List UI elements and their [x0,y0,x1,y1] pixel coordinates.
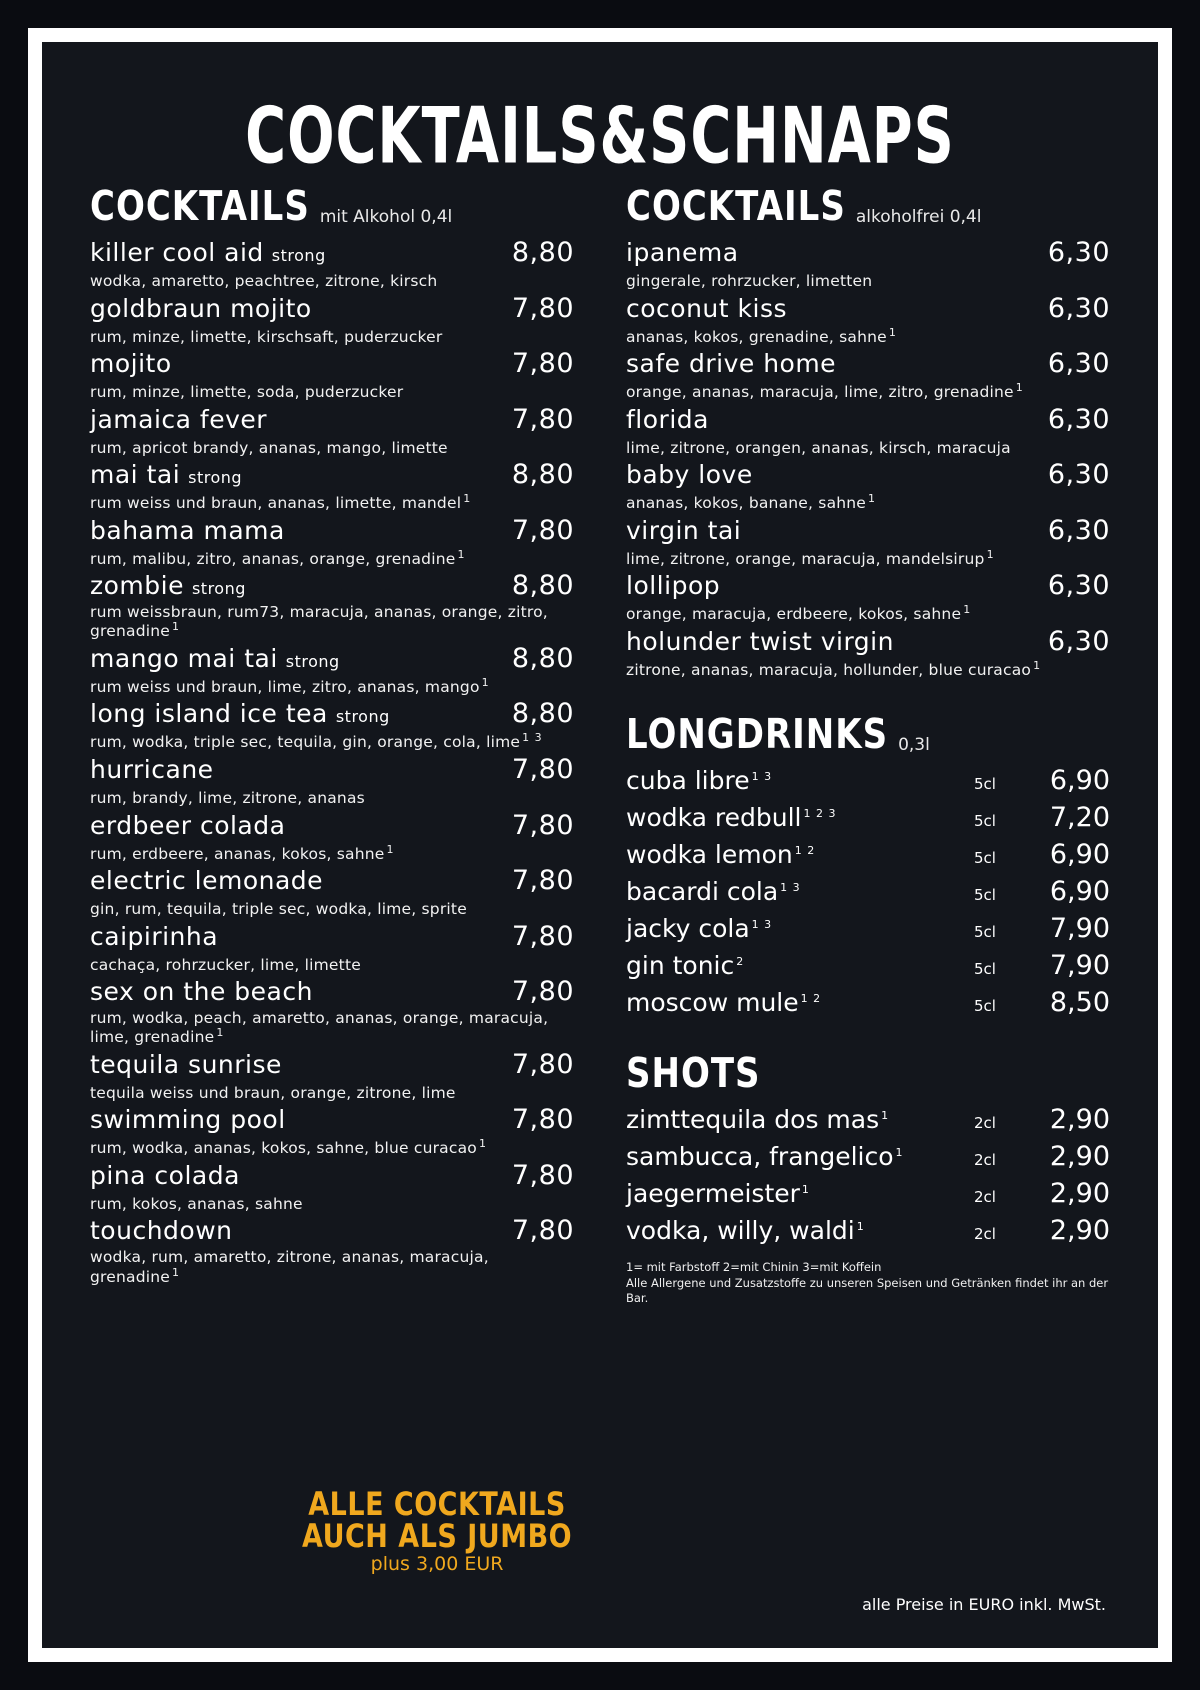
item-price: 7,80 [511,514,574,546]
longdrink-row [626,839,1110,870]
item-tag: strong [188,468,243,488]
item-price: 7,80 [511,865,574,897]
item-name: goldbraun mojito [90,293,312,323]
item-name: mango mai tai [90,643,278,673]
menu-item [90,348,574,402]
allergen-sup: 1 [172,620,181,634]
shot-row [626,1141,1110,1172]
allergen-sup: 1 [463,492,472,506]
item-name: moscow mule $^{1 2}$ [626,988,822,1018]
menu-item [90,459,574,513]
item-price: 8,80 [511,642,574,674]
item-ingredients: wodka, rum, amaretto, zitrone, ananas, maracuja, grenadine $^1$ [90,1248,489,1286]
item-name: swimming pool [90,1105,286,1135]
menu-item [90,1104,574,1158]
item-volume: 5cl [974,960,996,979]
item-price: 6,30 [1047,237,1110,268]
allergen-sup: 1 [801,1182,810,1196]
item-price: 6,30 [1047,292,1110,324]
menu-columns [90,183,1110,1307]
item-price: 6,30 [1047,570,1110,602]
allergen-sup: 1 [172,1265,181,1279]
item-ingredients: gin, rum, tequila, triple sec, wodka, lime, sprite [90,900,467,919]
item-name: bahama mama [90,515,285,545]
item-price: 2,90 [1049,1178,1110,1210]
item-name: jaegermeister $^1$ [626,1179,810,1209]
section-title: SHOTS [626,1050,761,1099]
menu-content [42,42,1158,1648]
item-price: 7,80 [511,920,574,952]
allergen-sup: 1 2 [794,843,816,857]
allergen-sup: 1 [481,675,490,689]
item-volume: 5cl [974,886,996,905]
item-name: electric lemonade [90,866,324,896]
menu-item [626,293,1110,347]
longdrink-row [626,913,1110,944]
item-name: tequila sunrise [90,1049,282,1079]
item-ingredients: rum weiss und braun, ananas, limette, mandel $^1$ [90,492,472,513]
item-ingredients: orange, ananas, maracuja, lime, zitro, grenadine $^1$ [626,381,1024,402]
menu-item [90,515,574,569]
item-volume: 2cl [974,1225,996,1244]
item-ingredients: rum, minze, limette, soda, puderzucker [90,383,404,402]
longdrink-row [626,876,1110,907]
item-ingredients: ananas, kokos, banane, sahne $^1$ [626,492,877,513]
longdrink-row [626,802,1110,833]
item-volume: 2cl [974,1114,996,1133]
item-name: pina colada [90,1160,240,1190]
item-price: 7,80 [511,1104,574,1136]
item-name: jacky cola $^{1 3}$ [626,914,773,944]
item-price: 7,80 [511,1159,574,1191]
item-ingredients: rum, erdbeere, ananas, kokos, sahne $^1$ [90,842,395,863]
jumbo-line-2: AUCH ALS JUMBO [302,1518,573,1556]
section-header-cocktails-alcoholfree [626,183,1110,231]
item-volume: 2cl [974,1151,996,1170]
item-volume: 5cl [974,997,996,1016]
allergen-sup: 1 [963,603,972,617]
item-name: lollipop [626,571,721,601]
item-price: 6,30 [1047,348,1110,380]
item-price: 8,50 [1049,987,1110,1019]
menu-item [90,237,574,291]
jumbo-line-3: plus 3,00 EUR [370,1553,504,1575]
item-ingredients: rum, wodka, ananas, kokos, sahne, blue curacao $^1$ [90,1137,487,1158]
item-tag: strong [335,707,390,727]
allergen-sup: 1 [1015,381,1024,395]
item-price: 7,80 [511,754,574,785]
allergen-sup: 1 [856,1219,865,1233]
left-column [90,183,574,1307]
item-volume: 2cl [974,1188,996,1207]
item-price: 7,90 [1049,913,1110,945]
item-price: 8,80 [511,459,574,491]
item-name: vodka, willy, waldi $^1$ [626,1216,865,1246]
item-tag: strong [271,246,326,265]
allergen-sup: 1 3 [751,769,773,783]
allergen-sup: 1 [895,1145,904,1159]
item-ingredients: rum weiss und braun, lime, zitro, ananas, mango $^1$ [90,675,490,697]
item-price: 2,90 [1049,1215,1110,1247]
menu-item [626,348,1110,402]
item-name: touchdown [90,1216,233,1246]
allergen-sup: 1 [457,547,466,561]
menu-item [626,515,1110,569]
item-price: 6,90 [1049,765,1110,797]
item-price: 8,80 [511,570,574,602]
longdrink-row [626,987,1110,1018]
item-volume: 5cl [974,923,996,942]
menu-item [90,976,574,1047]
item-price: 6,90 [1049,876,1110,908]
item-price: 6,90 [1049,839,1110,871]
item-price: 8,80 [511,698,574,730]
menu-item [90,1049,574,1103]
footnotes [626,1260,1110,1307]
item-price: 7,80 [511,292,574,324]
item-ingredients: rum, wodka, peach, amaretto, ananas, orange, maracuja, lime, grenadine $^1$ [90,1009,549,1047]
shot-row [626,1178,1110,1209]
page-title: COCKTAILS&SCHNAPS [245,90,955,182]
longdrink-row [626,765,1110,796]
allergen-sup: 1 [1033,658,1042,672]
item-price: 2,90 [1049,1141,1110,1173]
footnote-allergen-key: 1= mit Farbstoff 2=mit Chinin 3=mit Koffein [626,1260,882,1275]
item-price: 7,80 [511,403,574,435]
menu-item [90,293,574,347]
item-ingredients: wodka, amaretto, peachtree, zitrone, kirsch [90,272,438,291]
item-name: hurricane [90,755,214,784]
item-ingredients: orange, maracuja, erdbeere, kokos, sahne $^1$ [626,603,972,624]
item-price: 7,80 [511,976,574,1008]
allergen-sup: 1 3 [522,731,543,745]
allergen-sup: 1 2 3 [803,806,837,820]
item-ingredients: lime, zitrone, orange, maracuja, mandelsirup $^1$ [626,547,995,568]
item-name: ipanema [626,238,739,267]
item-price: 7,90 [1049,950,1110,982]
allergen-sup: 1 3 [751,917,773,931]
jumbo-line-1: ALLE COCKTAILS [308,1486,566,1524]
allergen-sup: 1 3 [780,880,801,894]
menu-item [90,643,574,697]
allergen-sup: 1 [986,547,995,561]
section-header-longdrinks [626,711,1110,760]
item-name: mojito [90,349,172,379]
item-name: holunder twist virgin [626,626,894,656]
shot-row [626,1215,1110,1246]
item-name: zimttequila dos mas $^1$ [626,1105,890,1135]
item-price: 7,80 [511,1048,574,1080]
section-header-cocktails-alcohol [90,183,574,231]
allergen-sup: 1 [881,1108,890,1122]
shot-row [626,1104,1110,1135]
item-name: zombie [90,571,184,601]
item-name: sambucca, frangelico $^1$ [626,1142,904,1172]
item-ingredients: gingerale, rohrzucker, limetten [626,272,873,291]
item-price: 7,20 [1049,802,1110,834]
section-title: LONGDRINKS [626,711,889,760]
item-volume: 5cl [974,775,996,794]
allergen-sup: 1 2 [800,991,822,1005]
item-ingredients: rum, apricot brandy, ananas, mango, limette [90,438,448,457]
item-ingredients: ananas, kokos, grenadine, sahne $^1$ [626,325,897,346]
footnote-allergen-info: Alle Allergene und Zusatzstoffe zu unseren Speisen und Getränken findet ihr an der Bar. [626,1275,1109,1306]
item-price: 6,30 [1047,514,1110,546]
menu-item [90,921,574,975]
item-ingredients: rum, malibu, zitro, ananas, orange, grenadine $^1$ [90,547,466,568]
item-price: 7,80 [511,348,574,380]
section-subtitle: 0,3l [898,735,930,756]
item-price: 2,90 [1049,1104,1110,1136]
item-name: caipirinha [90,921,219,951]
item-name: coconut kiss [626,293,787,323]
section-header-shots [626,1050,1110,1099]
item-ingredients: rum, kokos, ananas, sahne [90,1195,303,1214]
item-name: wodka redbull $^{1 2 3}$ [626,803,837,833]
allergen-sup: 1 [478,1137,487,1151]
price-note: alle Preise in EURO inkl. MwSt. [862,1595,1106,1614]
item-ingredients: rum, minze, limette, kirschsaft, puderzucker [90,327,443,346]
item-name: erdbeer colada [90,810,286,840]
item-name: wodka lemon $^{1 2}$ [626,840,816,870]
menu-item [90,865,574,919]
item-price: 6,30 [1047,459,1110,491]
menu-item [90,570,574,641]
item-name: florida [626,404,709,434]
item-name: cuba libre $^{1 3}$ [626,766,773,796]
item-ingredients: cachaça, rohrzucker, lime, limette [90,955,361,974]
item-ingredients: rum weissbraun, rum73, maracuja, ananas, orange, zitro, grenadine $^1$ [90,603,548,641]
allergen-sup: 1 [386,842,395,856]
item-name: safe drive home [626,349,837,379]
menu-item [626,237,1110,291]
item-name: sex on the beach [90,977,313,1007]
menu-item [626,626,1110,680]
item-ingredients: zitrone, ananas, maracuja, hollunder, blue curacao $^1$ [626,658,1042,679]
section-title: COCKTAILS [90,183,310,231]
allergen-sup: 2 [736,954,745,968]
jumbo-promo [302,1486,573,1575]
item-name: baby love [626,460,753,490]
section-subtitle: mit Alkohol 0,4l [319,207,453,227]
item-price: 8,80 [511,237,574,268]
menu-item [626,459,1110,513]
section-title: COCKTAILS [626,183,846,231]
section-subtitle: alkoholfrei 0,4l [855,207,982,227]
item-tag: strong [285,651,340,671]
menu-item [90,1215,574,1286]
item-ingredients: rum, wodka, triple sec, tequila, gin, orange, cola, lime $^{1 3}$ [90,731,543,752]
menu-item [90,754,574,808]
item-name: jamaica fever [90,404,268,434]
item-name: bacardi cola $^{1 3}$ [626,877,801,907]
right-column [626,183,1110,1307]
allergen-sup: 1 [868,492,877,506]
item-tag: strong [191,579,246,599]
item-price: 7,80 [511,1215,574,1247]
item-volume: 5cl [974,812,996,831]
menu-item [90,698,574,752]
allergen-sup: 1 [216,1026,225,1040]
allergen-sup: 1 [888,325,897,339]
item-name: gin tonic $^2$ [626,951,745,981]
menu-item [626,570,1110,624]
item-price: 6,30 [1047,403,1110,435]
menu-item [626,404,1110,458]
item-name: mai tai [90,460,181,490]
item-volume: 5cl [974,849,996,868]
item-name: long island ice tea [90,699,328,729]
item-price: 6,30 [1047,625,1110,657]
item-ingredients: rum, brandy, lime, zitrone, ananas [90,789,365,808]
item-ingredients: tequila weiss und braun, orange, zitrone, lime [90,1084,456,1103]
longdrink-row [626,950,1110,981]
menu-item [90,404,574,458]
item-name: killer cool aid [90,238,264,267]
menu-item [90,810,574,864]
item-name: virgin tai [626,515,742,545]
item-price: 7,80 [511,809,574,841]
item-ingredients: lime, zitrone, orangen, ananas, kirsch, maracuja [626,438,1011,457]
menu-item [90,1160,574,1214]
